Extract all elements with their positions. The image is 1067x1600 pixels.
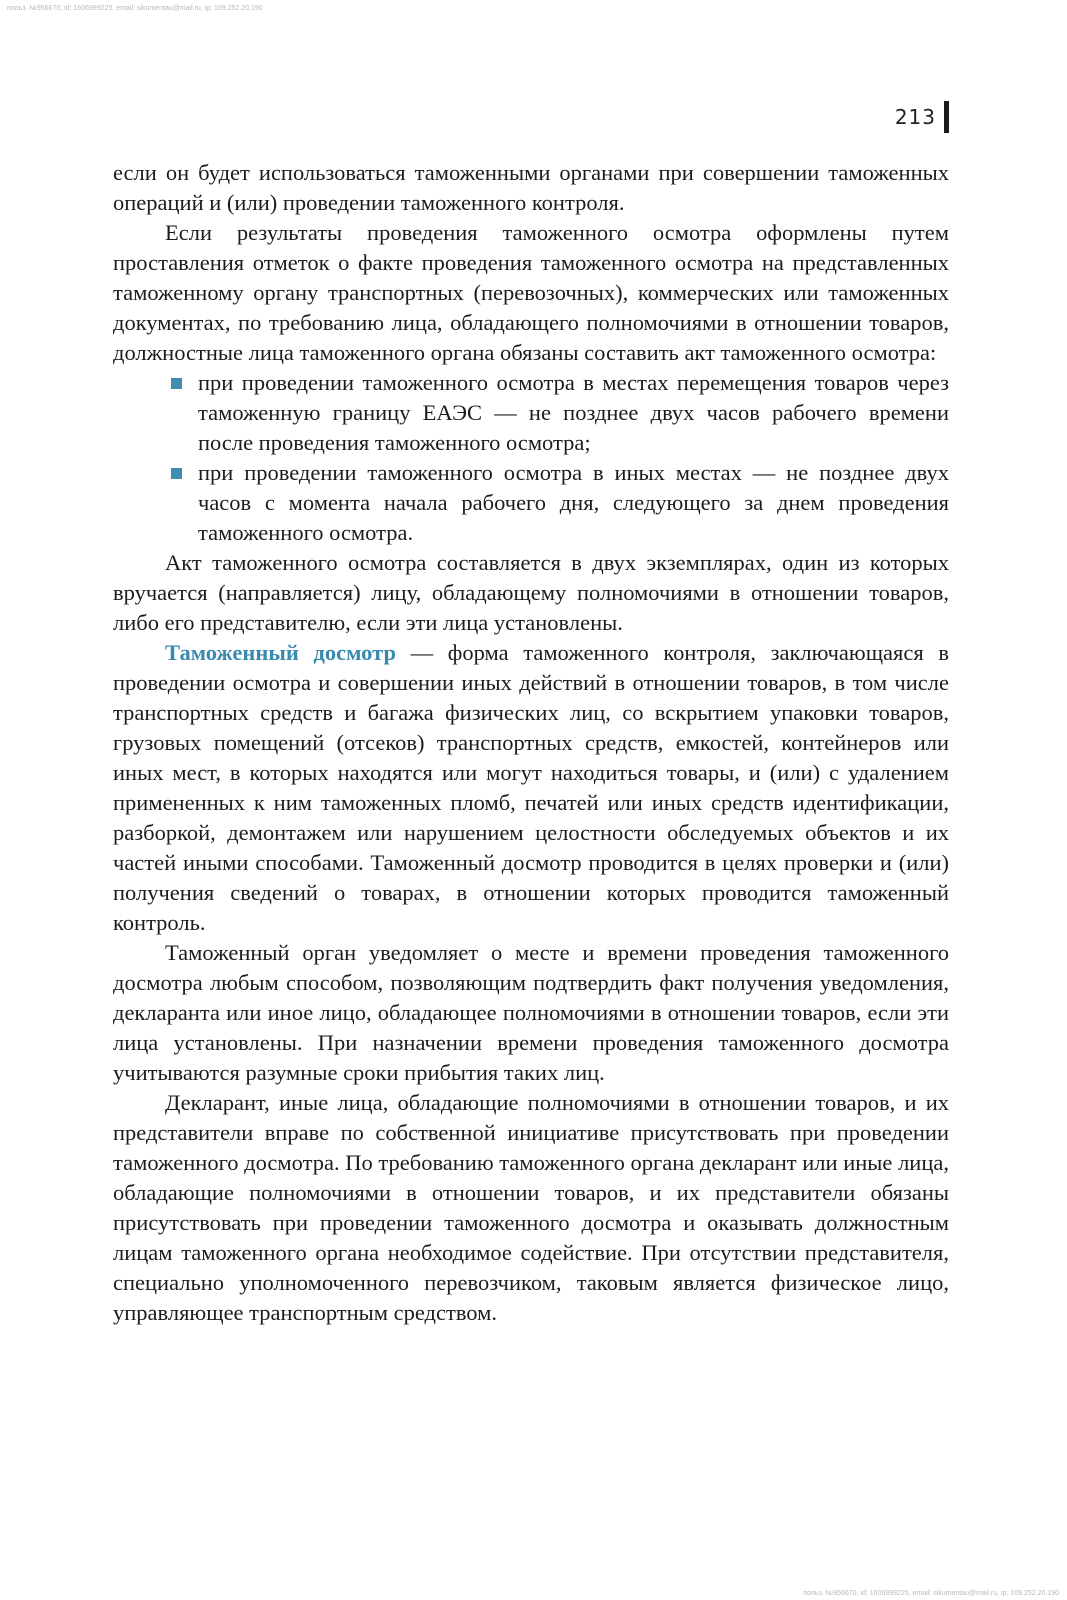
bullet-list [113,368,949,548]
watermark-top: польз. №956670, id: 1606999225, email: sikumentau@mail.ru, ip: 109.252.20.190 [7,5,263,12]
page-number-rule [944,101,949,133]
paragraph-notification: Таможенный орган уведомляет о месте и времени проведения таможенного досмотра любым способом, позволяющим подтвердить факт получения уведомления, декларанта или иное лицо, обладающее полномочиями в отношении товаров, если эти лица установлены. При назначении времени проведения таможенного досмотра учитываются разумные сроки прибытия таких лиц. [113,940,949,1085]
paragraph-continued: если он будет использоваться таможенными органами при совершении таможенных операций и (или) проведении таможенного контроля. [113,160,949,215]
paragraph-act-copies: Акт таможенного осмотра составляется в двух экземплярах, один из которых вручается (направляется) лицу, обладающему полномочиями в отношении товаров, либо его представителю, если эти лица установлены. [113,550,949,635]
watermark-bottom: польз. №956670, id: 1606999225, email: sikumentau@mail.ru, ip: 109.252.20.190 [803,1590,1059,1597]
list-item-text: при проведении таможенного осмотра в иных местах — не позднее двух часов с момента начала рабочего дня, следующего за днем проведения таможенного осмотра. [198,460,949,545]
definition-text: — форма таможенного контроля, заключающаяся в проведении осмотра и совершении иных действий в отношении товаров, в том числе транспортных средств и багажа физических лиц, со вскрытием упаковки товаров, грузовых помещений (отсеков) транспортных средств, емкостей, контейнеров или иных мест, в которых находятся или могут находиться товары, и (или) с удалением примененных к ним таможенных пломб, печатей или иных средств идентификации, разборкой, демонтажем или нарушением целостности обследуемых объектов и их частей иными способами. Таможенный досмотр проводится в целях проверки и (или) получения сведений о товарах, в отношении которых проводится таможенный контроль. [113,640,949,935]
page-header [895,101,949,133]
defined-term: Таможенный досмотр [165,640,396,665]
paragraph-definition [113,638,949,938]
paragraph-declarant-presence: Декларант, иные лица, обладающие полномочиями в отношении товаров, и их представители вправе по собственной инициативе присутствовать при проведении таможенного досмотра. По требованию таможенного органа декларант или иные лица, обладающие полномочиями в отношении товаров, и их представители обязаны присутствовать при проведении таможенного досмотра и оказывать должностным лицам таможенного органа необходимое содействие. При отсутствии представителя, специально уполномоченного перевозчиком, таковым является физическое лицо, управляющее транспортным средством. [113,1090,949,1325]
page-body [113,158,949,1328]
square-bullet-icon [171,468,182,479]
paragraph-inspection-act: Если результаты проведения таможенного осмотра оформлены путем проставления отметок о факте проведения таможенного осмотра на представленных таможенному органу транспортных (перевозочных), коммерческих или таможенных документах, по требованию лица, обладающего полномочиями в отношении товаров, должностные лица таможенного органа обязаны составить акт таможенного осмотра: [113,220,949,365]
list-item [113,458,949,548]
list-item-text: при проведении таможенного осмотра в местах перемещения товаров через таможенную границу ЕАЭС — не позднее двух часов рабочего времени после проведения таможенного осмотра; [198,370,949,455]
list-item [113,368,949,458]
page-number: 213 [894,105,936,129]
square-bullet-icon [171,378,182,389]
